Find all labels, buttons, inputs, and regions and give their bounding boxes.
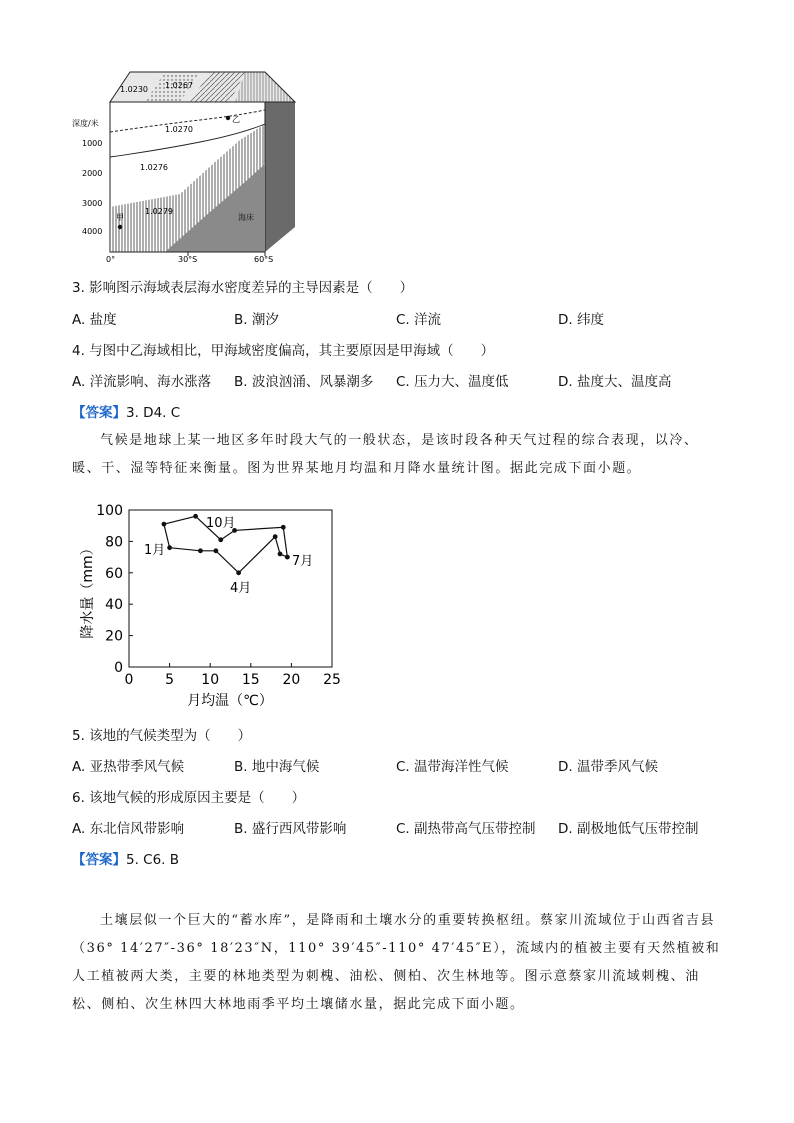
answer-tag: 【答案】 (72, 852, 126, 868)
point-a-marker (118, 225, 122, 229)
annotation-jan: 1月 (144, 543, 166, 558)
answer-text: 5. C6. B (126, 852, 180, 868)
q5-option-d: D. 温带季风气候 (558, 759, 658, 775)
data-point-month-12 (162, 522, 167, 527)
answer-3-4 (72, 401, 180, 421)
q5-option-b: B. 地中海气候 (234, 759, 320, 775)
q3-option-a: A. 盐度 (72, 312, 117, 328)
density-label: 1.0279 (145, 207, 173, 216)
question-5-stem: 5. 该地的气候类型为（ ） (72, 728, 252, 744)
answer-5-6 (72, 848, 179, 868)
depth-tick: 3000 (82, 199, 103, 208)
density-label: 1.0230 (120, 85, 148, 94)
depth-tick: 4000 (82, 227, 103, 236)
ocean-density-diagram (70, 62, 310, 262)
climate-chart (72, 500, 352, 715)
y-tick-label: 20 (105, 628, 123, 645)
data-point-month-11 (193, 514, 198, 519)
data-point-month-6 (278, 552, 283, 557)
question-4-stem: 4. 与图中乙海域相比，甲海域密度偏高，其主要原因是甲海域（ ） (72, 343, 495, 359)
y-tick-label: 0 (114, 660, 123, 676)
lat-tick: 60°S (254, 255, 274, 262)
depth-tick: 2000 (82, 169, 103, 178)
data-point-month-10 (218, 537, 223, 542)
x-axis-title: 月均温（℃） (187, 693, 273, 709)
data-point-month-5 (273, 534, 278, 539)
climate-chart-svg (72, 500, 352, 715)
q5-option-a: A. 亚热带季风气候 (72, 759, 185, 775)
data-point-month-1 (167, 545, 172, 550)
density-label: 1.0270 (165, 125, 193, 134)
ocean-density-figure (70, 62, 310, 262)
annotation-apr: 4月 (230, 581, 252, 596)
q4-option-a: A. 洋流影响、海水涨落 (72, 374, 212, 390)
y-axis-title: 降水量（mm） (80, 541, 96, 639)
y-tick-label: 80 (105, 534, 123, 551)
lat-tick: 0° (106, 255, 116, 262)
data-point-month-8 (281, 525, 286, 530)
x-tick-label: 20 (282, 672, 301, 688)
point-b-marker (226, 116, 230, 120)
data-point-month-3 (213, 548, 218, 553)
x-tick-label: 15 (241, 672, 260, 688)
answer-tag: 【答案】 (72, 405, 126, 421)
y-tick-label: 40 (105, 597, 123, 614)
intro-paragraph-soil: 土壤层似一个巨大的“蓄水库”，是降雨和土壤水分的重要转换枢纽。蔡家川流域位于山西省吉县（36° 14′27″-36° 18′23″N，110° 39′45″-110° 47′45″E），流域内的植被主要有天然植被和人工植被两大类，主要的林地类型为刺槐、油松、侧柏、次生林地等。图示意蔡家川流域刺槐、油松、侧柏、次生林四大林地雨季平均土壤储水量，据此完成下面小题。 (72, 913, 721, 1012)
density-label: 1.0276 (140, 163, 168, 172)
q3-option-d: D. 纬度 (558, 312, 604, 328)
q6-option-c: C. 副热带高气压带控制 (396, 821, 536, 837)
q5-option-c: C. 温带海洋性气候 (396, 759, 509, 775)
question-6-stem: 6. 该地气候的形成原因主要是（ ） (72, 790, 306, 806)
q4-option-c: C. 压力大、温度低 (396, 374, 509, 390)
y-tick-label: 100 (96, 503, 123, 519)
x-tick-label: 25 (323, 672, 341, 688)
lat-tick: 30°S (178, 255, 198, 262)
q4-option-d: D. 盐度大、温度高 (558, 374, 672, 390)
data-point-month-7 (285, 555, 290, 560)
top-band (235, 72, 295, 102)
x-tick-label: 5 (165, 672, 175, 688)
annotation-jul: 7月 (292, 554, 314, 569)
question-3-stem: 3. 影响图示海域表层海水密度差异的主导因素是（ ） (72, 280, 414, 296)
q3-option-c: C. 洋流 (396, 312, 442, 328)
intro-paragraph-climate: 气候是地球上某一地区多年时段大气的一般状态，是该时段各种天气过程的综合表现，以冷、暖、干、湿等特征来衡量。图为世界某地月均温和月降水量统计图。据此完成下面小题。 (72, 433, 699, 476)
q6-option-b: B. 盛行西风带影响 (234, 821, 347, 837)
point-a-label: 甲 (116, 213, 124, 222)
data-point-month-4 (236, 570, 241, 575)
answer-text: 3. D4. C (126, 405, 181, 421)
x-tick-label: 10 (201, 672, 220, 688)
q4-option-b: B. 波浪汹涌、风暴潮多 (234, 374, 374, 390)
depth-tick: 1000 (82, 139, 103, 148)
q6-option-d: D. 副极地低气压带控制 (558, 821, 699, 837)
data-point-month-2 (198, 548, 203, 553)
seafloor-label: 海床 (238, 213, 254, 222)
q6-option-a: A. 东北信风带影响 (72, 821, 185, 837)
density-label: 1.0267 (165, 81, 193, 90)
annotation-oct: 10月 (206, 516, 236, 531)
q3-option-b: B. 潮汐 (234, 312, 279, 328)
x-tick-label: 0 (124, 672, 134, 688)
depth-axis-title: 深度/米 (72, 119, 99, 128)
y-tick-label: 60 (105, 565, 123, 582)
point-b-label: 乙 (232, 115, 240, 124)
